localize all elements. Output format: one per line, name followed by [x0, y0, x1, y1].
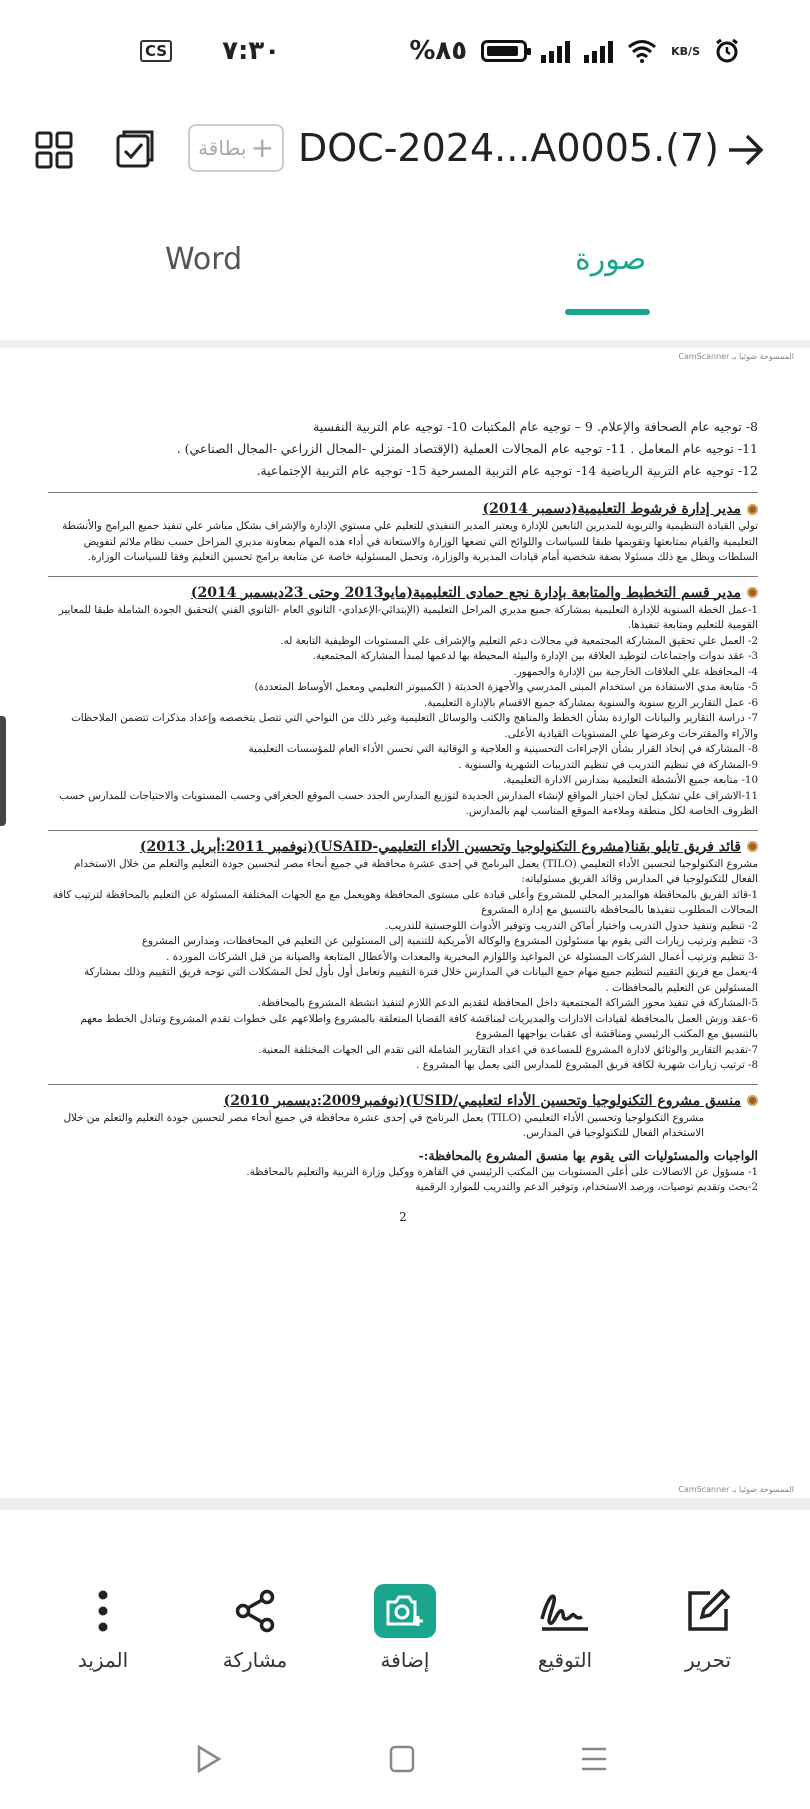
section-title — [48, 839, 758, 855]
section-paragraph: مشروع التكنولوجيا وتحسين الأداء التعليمي (TILO) يعمل البرنامج في إحدى عشرة محافظة في جميع أنحاء مصر لتحسين جودة التعليم والتعلم من خلال الاستخدام الفعال للتكنولوجيا في المدارس. — [63, 1111, 704, 1139]
cs-badge: CS — [140, 40, 172, 62]
divider — [48, 830, 758, 831]
edit-label: تحرير — [684, 1648, 732, 1672]
sign-label: التوقيع — [537, 1648, 593, 1672]
alarm-icon — [714, 38, 740, 64]
edit-icon — [653, 1580, 763, 1642]
section-paragraph: مشروع التكنولوجيا لتحسين الأداء التعليمي (TILO) يعمل البرنامج في إحدى عشرة محافظة في جميع أنحاء مصر لتحسين جودة التعليم والتعلم من خلال الاستخدام الفعال للتكنولوجيا في المدارس وقائد الفريق مسئولياته: — [74, 857, 758, 885]
status-right-group — [409, 36, 740, 66]
share-button[interactable] — [200, 1580, 310, 1672]
document-page — [0, 348, 810, 1498]
more-button[interactable] — [48, 1580, 158, 1672]
share-label: مشاركة — [222, 1648, 288, 1672]
checkbox-icon[interactable] — [108, 124, 160, 176]
list-item: 9-المشاركة في تنظيم التدريب في تنظيم التدريبات الشهرية والسنوية . — [458, 758, 758, 771]
add-button[interactable] — [350, 1580, 460, 1672]
add-card-button[interactable] — [188, 124, 284, 172]
bullet-icon — [747, 841, 758, 852]
header-watermark: CamScanner الممسوحة ضوئيا بـ — [678, 352, 794, 361]
section-title — [48, 585, 758, 601]
section-title-text: قائد فريق تايلو بقنا(مشروع التكنولوجيا وتحسين الأداء التعليمي-USAID)(نوفمبر 2011:أبريل 2013) — [139, 838, 741, 855]
battery-percent: %٨٥ — [409, 36, 468, 66]
view-tabs — [0, 220, 810, 320]
system-nav-bar — [0, 1730, 810, 1809]
signal-icon — [541, 39, 570, 63]
home-nav-icon[interactable] — [388, 1744, 416, 1778]
section-title — [48, 1093, 758, 1109]
list-item: 5- متابعة مدي الاستفادة من استخدام المبنى المدرسي والأجهزة الحديثة ( الكمبيوتر التعليمي ومعمل الأوساط المتعددة) — [254, 681, 758, 693]
bullet-icon — [747, 1095, 758, 1106]
list-item: 5-المشاركة في تنفيذ محور الشراكة المجتمعية داخل المحافظة لتقديم الدعم اللازم لتنفيذ انشطة المشروع بالمحافظة. — [257, 997, 758, 1009]
list-item: 12- توجيه عام التربية الرياضية 14- توجيه عام التربية المسرحية 15- توجيه عام التربية الإجتماعية. — [256, 463, 758, 478]
list-item: 8- ترتيب زيارات شهرية لكافة فريق المشروع للمدارس التى يعمل بها المشروع . — [416, 1059, 758, 1071]
sign-button[interactable] — [510, 1580, 620, 1672]
list-item: 8- المشاركة في إتخاذ القرار بشأن الإجراءات التحسينية و العلاجية و الوقائية التي تحسن الأداء العام للمؤسسات التعليمية — [248, 743, 758, 755]
edit-button[interactable] — [653, 1580, 763, 1672]
top-toolbar — [0, 104, 810, 194]
share-icon — [200, 1580, 310, 1642]
wifi-icon — [627, 39, 657, 63]
status-bar — [0, 0, 810, 104]
list-item: 3- تنظيم وترتيب زيارات التى يقوم بها مسئولون المشروع والوكالة الأمريكية للتنمية إلى المسئولين عن التعليم في المحافظات، ومدارس المشروع — [141, 935, 758, 947]
more-label: المزيد — [77, 1648, 129, 1672]
grid-icon[interactable] — [28, 124, 80, 176]
section-subtitle: الواجبات والمسئوليات التى يقوم بها منسق المشروع بالمحافظة:- — [418, 1147, 758, 1163]
recents-nav-icon[interactable] — [580, 1744, 608, 1778]
list-item: 2- العمل علي تحقيق المشاركة المجتمعية في مجالات دعم التعليم والإشراف علي المستويات الوظيفية التابعة له. — [280, 634, 758, 647]
list-item: 2-بحث وتقديم توصيات، ورصد الاستخدام، وتوفير الدعم والتدريب للموارد الرقمية — [415, 1181, 758, 1193]
signature-icon — [510, 1580, 620, 1642]
section-paragraph: تولي القيادة التنظيمية والتربوية للمديرين التابعين للإدارة ويعتبر المدير التنفيذي للتعليم علي مستوي الإدارة والإشراف بشكل مباشر علي تنفيذ جميع البرامج والأنشطة التعليمية والقيام بمتابعتها وتقويمها طبقا للسياسات واللوائح التي تضعها الوزارة والاستعانة في أداء هذه المهام بمعاونة مديري المراحل حسب نظام ملائم لتفويض السلطات ويظل مع ذلك مسئولا بصفة شخصية أمام قيادات المديرية والوزارة، وتحمل المسئولية خاصة عن متابعة برامج تحسين التعليم وفقا للسياسات الوزارة. — [62, 520, 758, 563]
tab-word[interactable]: Word — [165, 242, 243, 277]
list-item: 8- توجيه عام الصحافة والإعلام. 9 – توجيه عام المكتبات 10- توجيه عام التربية النفسية — [313, 419, 758, 434]
battery-icon — [481, 40, 527, 62]
section-items — [48, 888, 758, 1074]
add-button-wrap — [350, 1580, 460, 1642]
list-item: 11- توجيه عام المعامل . 11- توجيه عام المجالات العملية (الإقتصاد المنزلي -المجال الزراعي -المجال الصناعي) . — [176, 441, 758, 456]
list-item: 10- متابعة جميع الأنشطة التعليمية بمدارس الادارة التعليمية. — [502, 774, 758, 786]
list-item: 7- دراسة التقارير والبيانات الواردة بشأن الخطط والمناهج والكتب والوسائل التعليمية وغير ذلك من النواحي التي تتصل بتخصصه وإعداد مذكرات تتضمن الملاحظات والآراء والمقترحات وعرضها علي المستويات القيادية الأعلى. — [71, 712, 758, 740]
list-item: 3- عقد ندوات واجتماعات لتوطيد العلاقة بين الإدارة والبيئة المحيطة بها لدعمها لمبدأ المشاركة المجتمعية. — [312, 650, 758, 662]
section-title-text: منسق مشروع التكنولوجيا وتحسين الأداء لتعليمي/USID)(نوفمبر2009:ديسمبر 2010) — [223, 1092, 741, 1109]
list-item: 1-قائد الفريق بالمحافظة هوالمدير المحلي للمشروع وأعلى قيادة على مستوى المحافظة وهويعمل مع مع الجهات المختلفة المسئولة عن التعليم بالمحافظة لترتيب كافة المجالات المطلوب تنفيذها بالمحافظة بالتنسيق مع إدارة المشروع — [52, 888, 758, 916]
page-number: 2 — [399, 1209, 407, 1224]
plus-icon: + — [250, 131, 274, 164]
section-title-text: مدير إدارة فرشوط التعليمية(دسمبر 2014) — [482, 501, 741, 517]
list-item: 6-عقد ورش العمل بالمحافظة لقيادات الادارات والمديريات لمناقشة كافة القضايا المتعلقة بالمشروع واطلاعهم على خطوات تقدم المشروع وتبادل الخطط معهم بالتنسيق مع المكتب الرئيسي ومناقشة أى عقبات يواجهها المشروع — [80, 1012, 758, 1040]
signal-icon-2 — [584, 39, 613, 63]
active-tab-indicator — [565, 309, 650, 315]
card-label: بطاقة — [198, 136, 247, 160]
camera-add-icon — [374, 1584, 436, 1638]
list-item: 1- مسؤول عن الاتصالات على أعلى المستويات بين المكتب الرئيسي في القاهرة ووكيل وزارة التربية والتعليم بالمحافظة. — [246, 1165, 758, 1178]
scroll-handle[interactable] — [0, 716, 6, 826]
section-title — [48, 501, 758, 517]
section-items — [48, 603, 758, 820]
bullet-icon — [747, 587, 758, 598]
divider — [48, 492, 758, 493]
tab-image[interactable]: صورة — [575, 242, 647, 277]
footer-watermark: CamScanner الممسوحة ضوئيا بـ — [678, 1485, 794, 1494]
back-nav-icon[interactable] — [195, 1744, 223, 1778]
list-item: 4-يعمل مع فريق التقييم لتنظيم جميع مهام جمع البيانات في المدارس خلال فترة التقييم وتعامل أول بأول لحل المشكلات التي توجه فريق التقييم وذلك بمشاركة المسئولين عن التعليم بالمحافظات . — [83, 966, 758, 994]
arrow-right-icon[interactable] — [720, 124, 772, 176]
list-item: 7-تقديم التقارير والوثائق لادارة المشروع للمساعدة في اعداد التقارير الشاملة التى تقدم الى الجهات المختلفة المعنية. — [258, 1043, 758, 1056]
list-item: 4- المحافظة علي العلاقات الخارجية بين الإدارة والجمهور. — [513, 665, 758, 678]
net-speed: KB/S — [671, 44, 700, 58]
document-title[interactable]: DOC-2024...A0005.(7) — [298, 126, 719, 170]
more-icon — [48, 1580, 158, 1642]
bullet-icon — [747, 504, 758, 515]
status-left-group — [140, 36, 280, 66]
top-list — [48, 416, 758, 482]
list-item: 11-الاشراف علي تشكيل لجان اختيار المواقع لإنشاء المدارس الجديدة لتوزيع المدارس الجدد حسب الموقع الجغرافي وحسب المستويات والاحتياجات للمدارس حسب الظروف الخاصة لكل منطقة وملاءمة الموقع المناسب لهم بالمدارس. — [59, 789, 758, 817]
list-item: -3 تنظيم وترتيب أعمال الشركات المسئولة عن المواعيد واللوازم المخبرية والمعدات والأعطال المتابعة والصيانة من قبل الشركات الموردة . — [166, 950, 758, 963]
bottom-action-bar — [0, 1580, 810, 1710]
divider — [48, 576, 758, 577]
clock: ٧:٣٠ — [222, 36, 281, 66]
document-content — [48, 416, 758, 1224]
document-viewer[interactable] — [0, 340, 810, 1510]
divider — [48, 1084, 758, 1085]
list-item: 2- تنظيم وتنفيذ جدول التدريب واختيار أماكن التدريب وتوفير الأدوات اللوجستية للتدريب. — [384, 919, 758, 932]
section-title-text: مدير قسم التخطيط والمتابعة بإدارة نجع حمادى التعليمية(مايو2013 وحتى 23ديسمبر 2014) — [190, 584, 741, 601]
add-label: إضافة — [380, 1648, 430, 1672]
list-item: 6- عمل التقارير الربع سنوية والسنوية بمشاركة جميع الاقسام بالإدارة التعليمية. — [423, 696, 758, 709]
list-item: 1-عمل الخطة السنوية للإدارة التعليمية بمشاركة جميع مديري المراحل التعليمية (الإبتدائي-الإعدادي- الثانوي العام -الثانوي الفني )لتحقيق الجودة الشاملة طبقا للمعايير القومية للتعليم ومتابعة تنفيذها. — [58, 603, 758, 631]
